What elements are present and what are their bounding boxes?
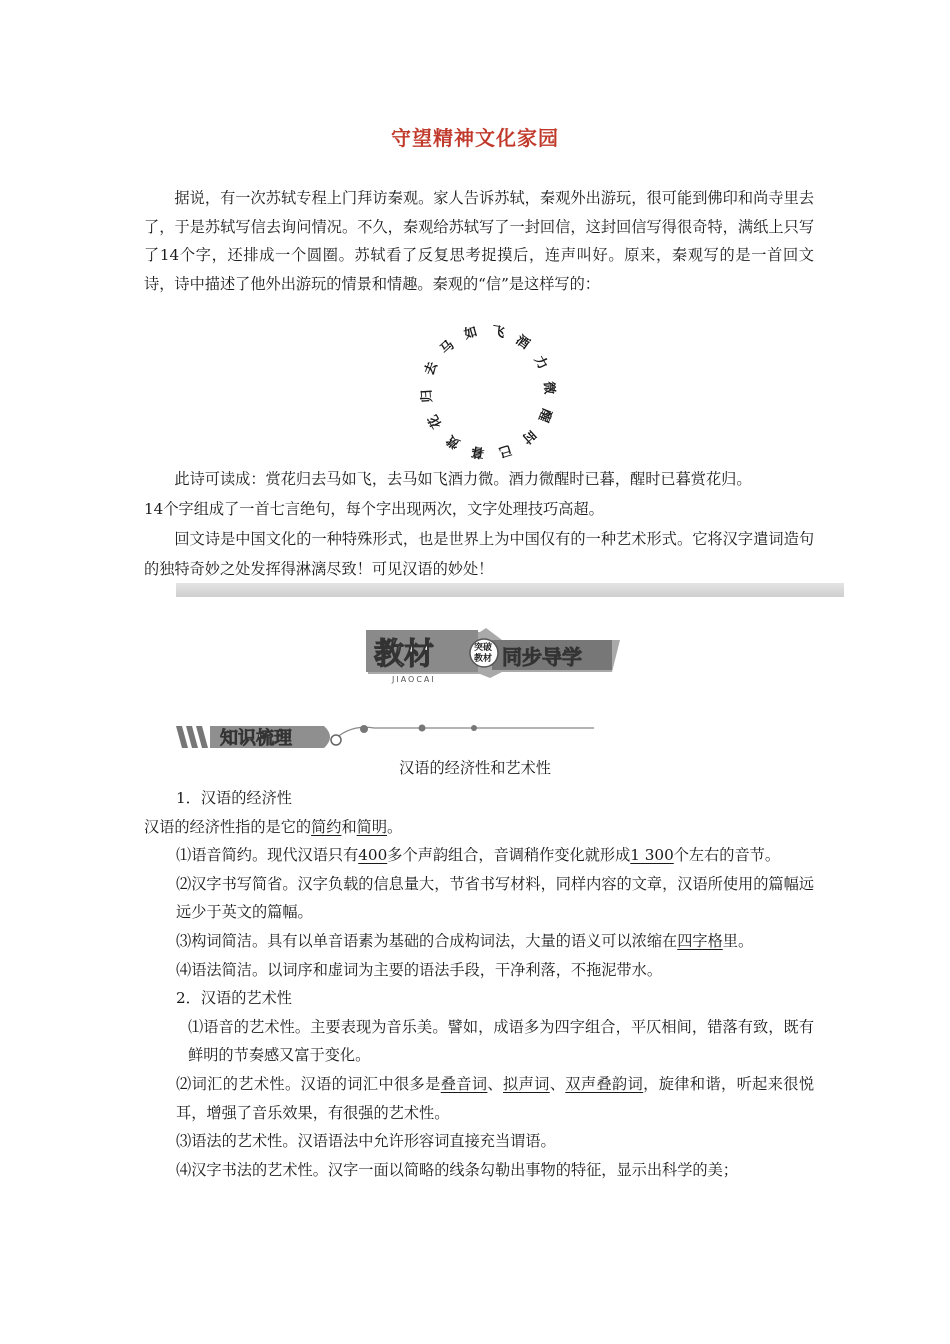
textbook-banner: [362, 626, 622, 684]
point-phonetic-art: ⑴语音的艺术性。主要表现为音乐美。譬如，成语多为四字组合，平仄相间，错落有致，既有鲜明的节奏感又富于变化。: [188, 1017, 814, 1065]
reading-line: 此诗可读成：赏花归去马如飞，去马如飞酒力微。酒力微醒时已暮，醒时已暮赏花归。: [174, 470, 752, 488]
heading-artistry: 2．汉语的艺术性: [176, 989, 292, 1008]
section-header: [174, 718, 594, 758]
circle-poem: [408, 320, 568, 470]
poem-char: 已: [496, 440, 514, 460]
intro-text: [144, 184, 814, 298]
point-grammar-art: ⑶语法的艺术性。汉语语法中允许形容词直接充当谓语。: [176, 1132, 556, 1151]
poem-char: 去: [422, 360, 442, 379]
point-vocabulary-art: ⑵词汇的艺术性。汉语的词汇中很多是叠音词、拟声词、双声叠韵词，旋律和谐，听起来很悦耳，增强了音乐效果，有很强的艺术性。: [176, 1074, 815, 1122]
poem-explanation: [144, 464, 814, 584]
economy-definition: 汉语的经济性指的是它的简约和简明。: [144, 817, 403, 836]
poem-char: 归: [419, 388, 436, 403]
answer-underline: 叠音词: [440, 1074, 488, 1093]
poem-char: 赏: [443, 431, 463, 452]
poem-char: 酒: [513, 332, 533, 353]
poem-char: 马: [437, 337, 458, 358]
poem-char: 如: [462, 324, 480, 343]
banner-small-top: 突破: [474, 643, 493, 653]
answer-underline: 简明: [356, 817, 387, 836]
point-word-formation: ⑶构词简洁。具有以单音语素为基础的合成构词法，大量的语义可以浓缩在四字格里。: [176, 931, 754, 950]
poem-char: 飞: [490, 323, 506, 341]
sub-title: 汉语的经济性和艺术性: [399, 759, 551, 777]
answer-underline: 400: [358, 846, 388, 865]
page-title: 守望精神文化家园: [391, 126, 559, 150]
section-head-text: 知识梳理: [220, 728, 292, 749]
knowledge-content: [144, 784, 814, 1184]
banner-big-text: 教材: [374, 637, 434, 672]
intro-paragraph: 据说，有一次苏轼专程上门拜访秦观。家人告诉苏轼，秦观外出游玩，很可能到佛印和尚寺里去了，于是苏轼写信去询问情况。不久，秦观给苏轼写了一封回信，这封回信写得很奇特，满纸上只写了14个字，还排成一个圆圈。苏轼看了反复思考捉摸后，连声叫好。原来，秦观写的是一首回文诗，诗中描述了他外出游玩的情景和情趣。秦观的“信”是这样写的：: [144, 189, 814, 293]
banner-small-bottom: 教材: [474, 654, 493, 664]
banner-right-text: 同步导学: [502, 645, 582, 669]
poem-char: 微: [540, 381, 557, 396]
point-writing: ⑵汉字书写简省。汉字负载的信息量大，节省书写材料，同样内容的文章，汉语所使用的篇幅远远少于英文的篇幅。: [176, 874, 814, 922]
poem-char: 醒: [534, 405, 554, 424]
poem-char: 时: [518, 426, 539, 447]
poem-char: 花: [425, 412, 445, 431]
answer-underline: 双声叠韵词: [565, 1074, 644, 1093]
answer-underline: 四字格: [677, 931, 723, 950]
point-calligraphy-art: ⑷汉字书法的艺术性。汉字一面以简略的线条勾勒出事物的特征，显示出科学的美；: [176, 1160, 738, 1179]
answer-underline: 简约: [311, 817, 342, 836]
poem-char: 暮: [470, 443, 486, 461]
reading-line-2: 14个字组成了一首七言绝句，每个字出现两次，文字处理技巧高超。: [144, 500, 604, 518]
heading-economy: 1．汉语的经济性: [176, 789, 292, 807]
poem-char: 力: [531, 353, 551, 372]
point-phonetic: ⑴语音简约。现代汉语只有400多个声韵组合，音调稍作变化就形成1 300个左右的音节。: [176, 846, 781, 865]
separator-bar: [176, 583, 844, 597]
answer-underline: 1 300: [630, 846, 674, 865]
palindrome-paragraph: 回文诗是中国文化的一种特殊形式，也是世界上为中国仅有的一种艺术形式。它将汉字遣词造句的独特奇妙之处发挥得淋漓尽致！可见汉语的妙处！: [144, 530, 814, 578]
point-grammar: ⑷语法简洁。以词序和虚词为主要的语法手段，干净利落，不拖泥带水。: [176, 960, 662, 979]
banner-pinyin: JIAOCAI: [392, 675, 436, 684]
answer-underline: 拟声词: [503, 1074, 550, 1093]
